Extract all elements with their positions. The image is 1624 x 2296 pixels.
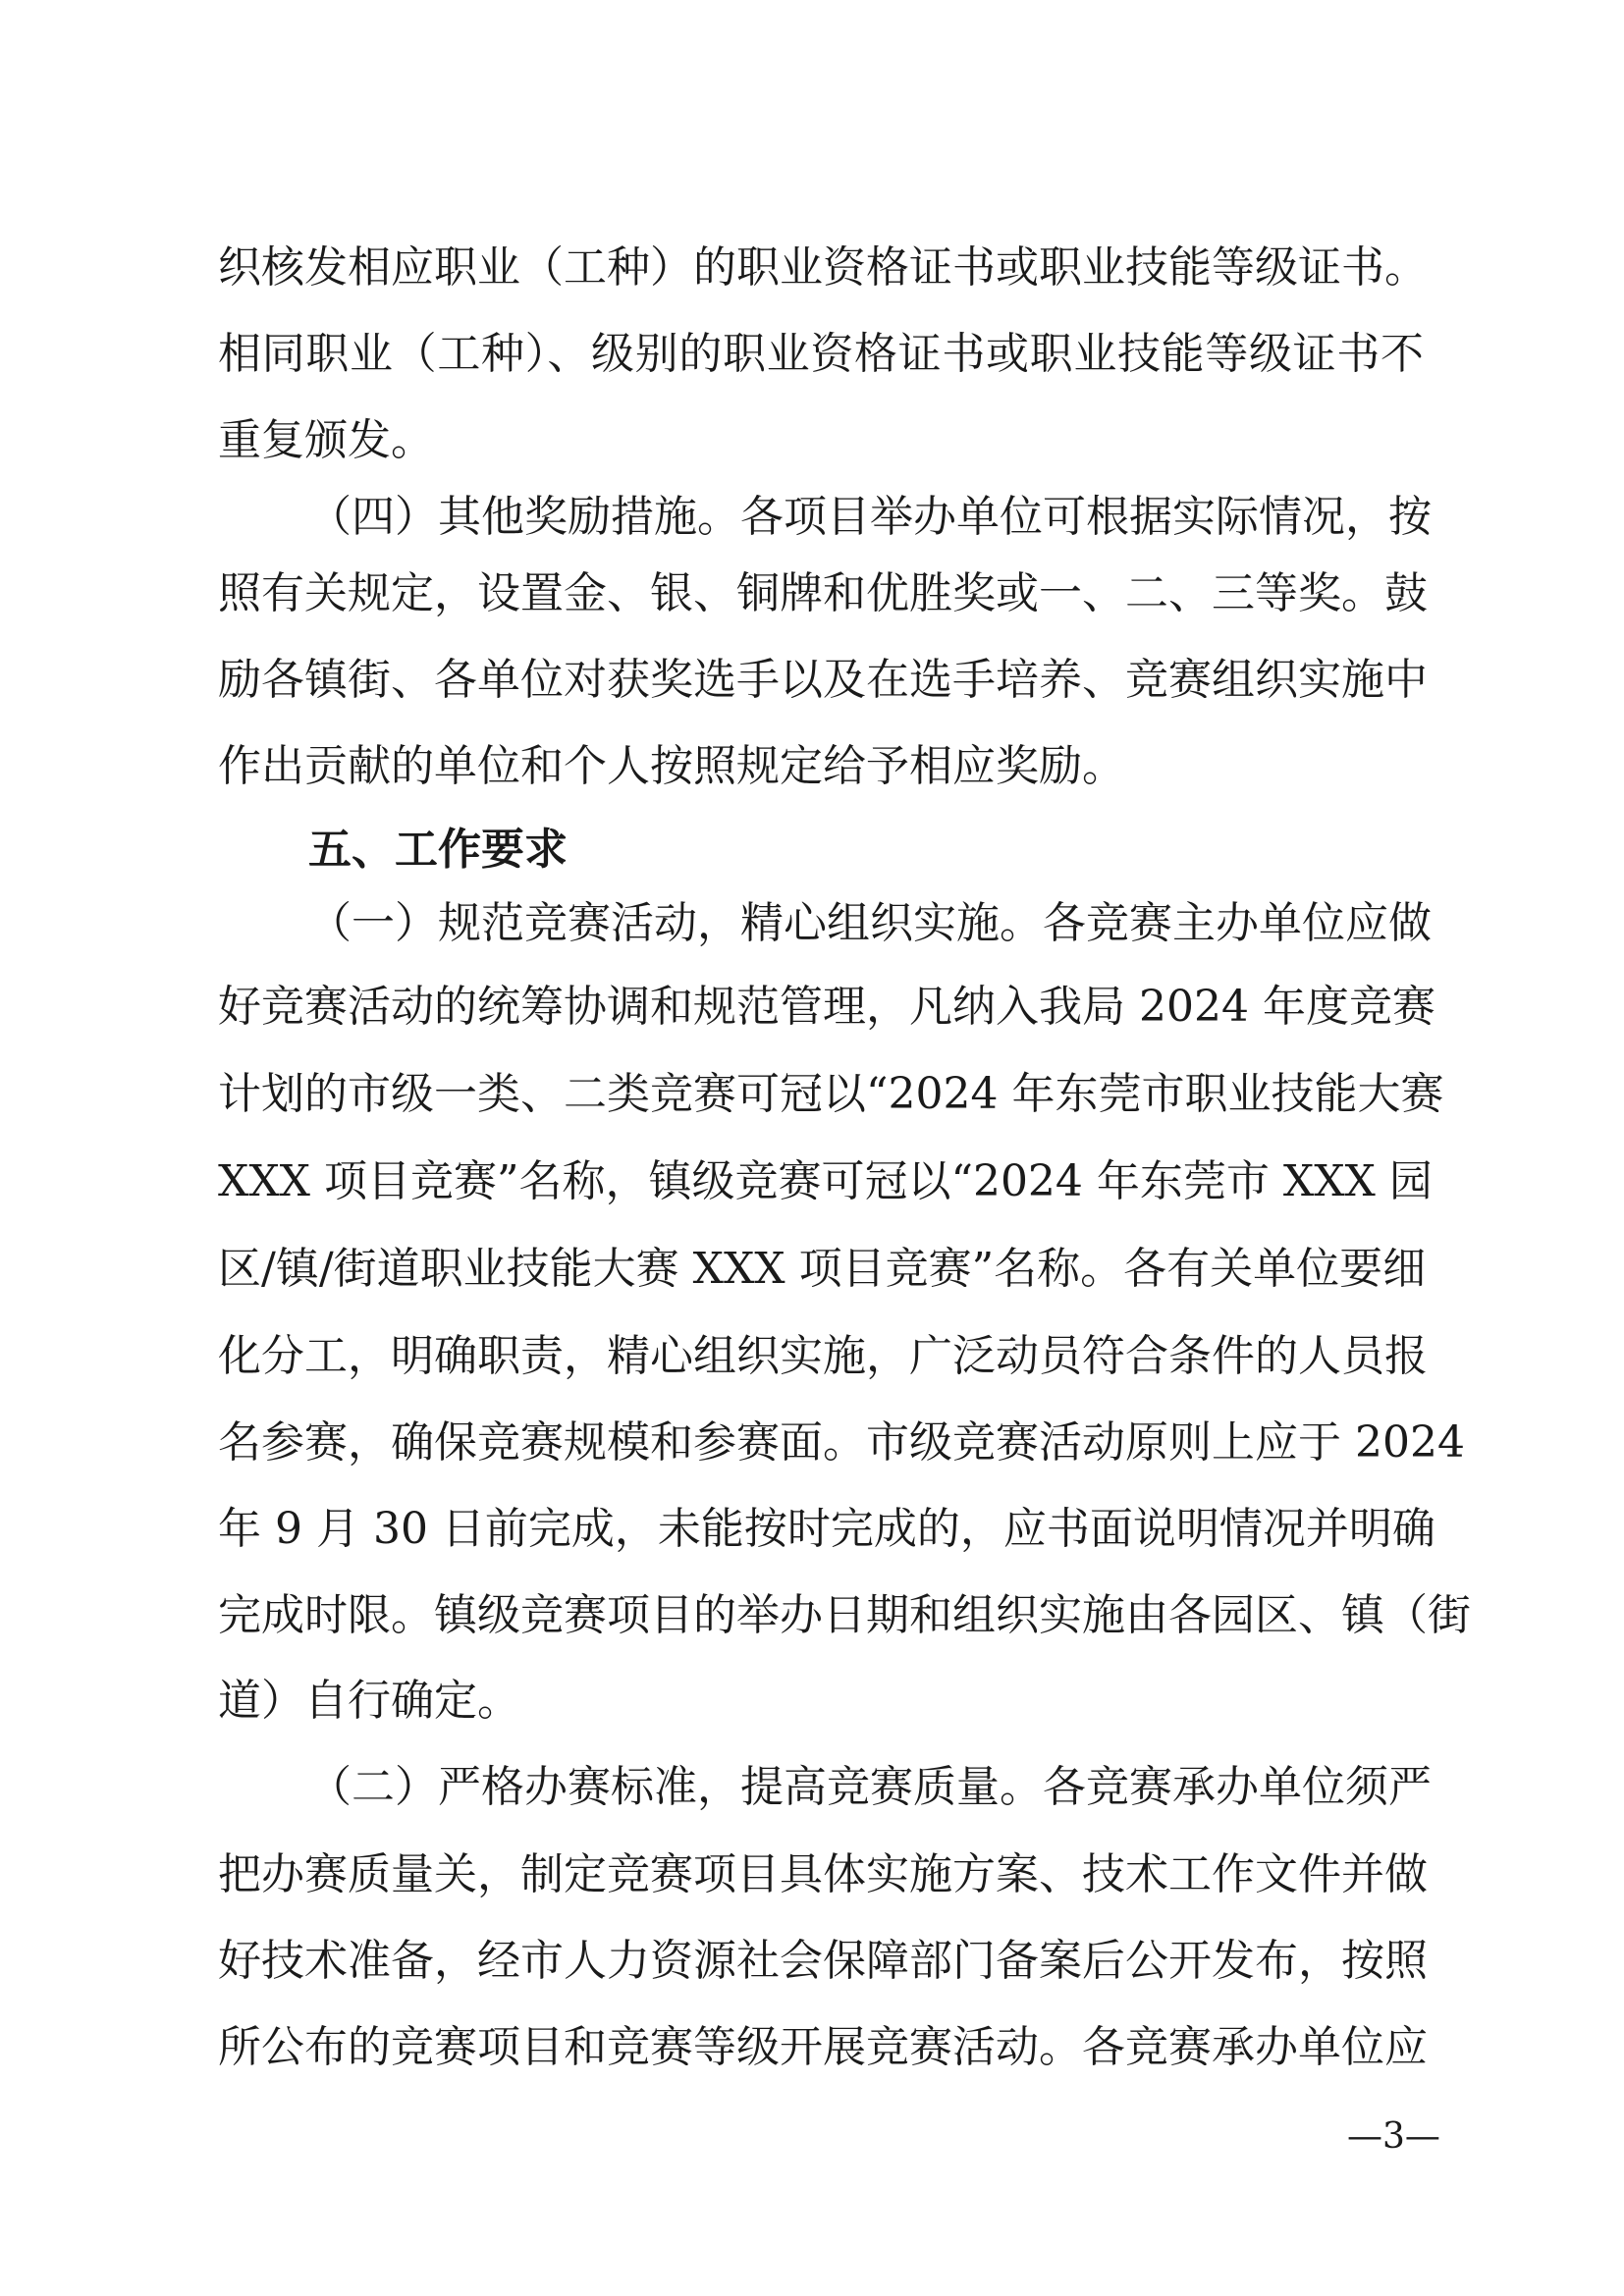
body-text-line: 化分工，明确职责，精心组织实施，广泛动员符合条件的人员报 [218,1331,1428,1381]
body-text-line: 完成时限。镇级竞赛项目的举办日期和组织实施由各园区、镇（街 [218,1590,1471,1640]
body-text-line: 励各镇街、各单位对获奖选手以及在选手培养、竞赛组织实施中 [218,655,1428,705]
section-heading: 五、工作要求 [308,825,568,875]
body-text-line: 名参赛，确保竞赛规模和参赛面。市级竞赛活动原则上应于 2024 [218,1417,1465,1468]
body-text-line: （一）规范竞赛活动，精心组织实施。各竞赛主办单位应做 [308,898,1432,948]
body-text-line: 相同职业（工种）、级别的职业资格证书或职业技能等级证书不 [218,329,1424,379]
body-text-line: 计划的市级一类、二类竞赛可冠以“2024 年东莞市职业技能大赛 [218,1069,1444,1119]
body-text-line: 重复颁发。 [218,415,434,465]
body-text-line: 作出贡献的单位和个人按照规定给予相应奖励。 [218,741,1125,791]
page-number: —3— [1347,2116,1440,2157]
body-text-line: 好竞赛活动的统筹协调和规范管理，凡纳入我局 2024 年度竞赛 [218,982,1435,1032]
body-text-line: 所公布的竞赛项目和竞赛等级开展竞赛活动。各竞赛承办单位应 [218,2022,1428,2072]
body-text-line: （四）其他奖励措施。各项目举办单位可根据实际情况，按 [308,492,1432,542]
body-text-line: 把办赛质量关，制定竞赛项目具体实施方案、技术工作文件并做 [218,1849,1428,1899]
body-text-line: （二）严格办赛标准，提高竞赛质量。各竞赛承办单位须严 [308,1762,1432,1812]
body-text-line: 道）自行确定。 [218,1676,520,1726]
body-text-line: 好技术准备，经市人力资源社会保障部门备案后公开发布，按照 [218,1936,1428,1986]
body-text-line: 照有关规定，设置金、银、铜牌和优胜奖或一、二、三等奖。鼓 [218,568,1428,618]
body-text-line: 区/镇/街道职业技能大赛 XXX 项目竞赛”名称。各有关单位要细 [218,1244,1427,1294]
body-text-line: 年 9 月 30 日前完成，未能按时完成的，应书面说明情况并明确 [218,1504,1435,1554]
body-text-line: 织核发相应职业（工种）的职业资格证书或职业技能等级证书。 [218,242,1428,293]
body-text-line: XXX 项目竞赛”名称，镇级竞赛可冠以“2024 年东莞市 XXX 园 [218,1156,1433,1206]
